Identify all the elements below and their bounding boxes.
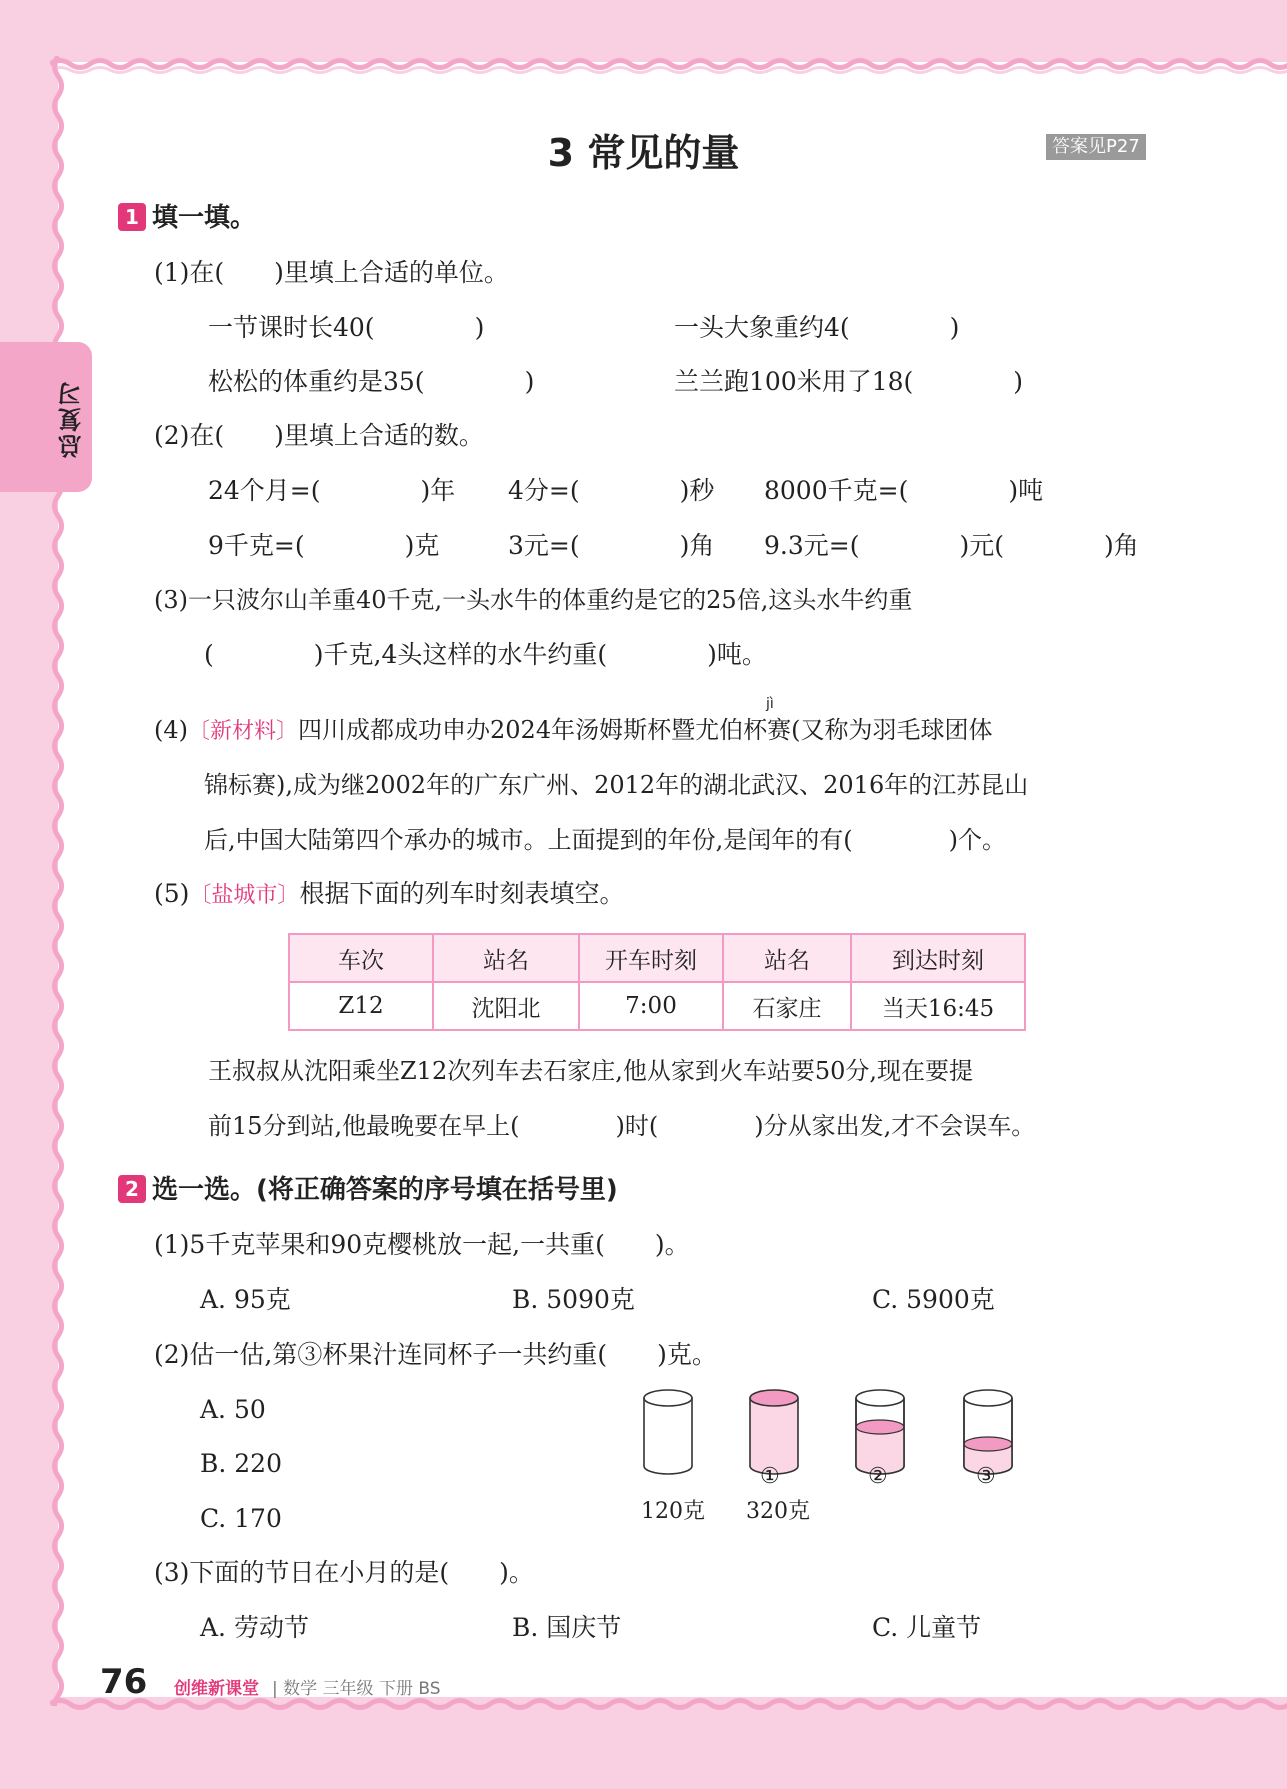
section-2-badge: 2 <box>118 1175 146 1203</box>
q1-5-question-line2: 前15分到站,他最晚要在早上( )时( )分从家出发,才不会误车。 <box>208 1112 1036 1140</box>
q2-3-option-b: B. 国庆节 <box>512 1613 622 1642</box>
page-number: 76 <box>100 1662 148 1702</box>
side-tab-label: 总复习 <box>58 380 86 458</box>
left-wave-border <box>44 56 72 1706</box>
table-header: 站名 <box>433 934 579 982</box>
top-wave-border <box>50 50 1287 78</box>
section-2-heading <box>118 1172 618 1208</box>
q1-1-label: (1)在( )里填上合适的单位。 <box>154 258 509 287</box>
q1-1-c: 松松的体重约是35( ) <box>208 367 535 396</box>
cup-2-label: ② <box>868 1464 888 1489</box>
table-cell: 沈阳北 <box>433 982 579 1030</box>
cups-illustration <box>630 1380 1030 1490</box>
cup-1-label: ① <box>760 1464 780 1489</box>
q1-4-line2: 锦标赛),成为继2002年的广东广州、2012年的湖北武汉、2016年的江苏昆山 <box>204 771 1029 799</box>
full-juice-cup <box>750 1390 798 1474</box>
table-header: 站名 <box>723 934 851 982</box>
section-2-title: 选一选。(将正确答案的序号填在括号里) <box>152 1175 618 1205</box>
q1-4-line3: 后,中国大陆第四个承办的城市。上面提到的年份,是闰年的有( )个。 <box>204 826 1006 854</box>
table-row <box>289 982 1025 1030</box>
table-header: 到达时刻 <box>851 934 1025 982</box>
q2-2-option-a: A. 50 <box>200 1395 266 1424</box>
empty-cup-weight: 120克 <box>641 1499 705 1524</box>
q1-3-line1: (3)一只波尔山羊重40千克,一头水牛的体重约是它的25倍,这头水牛约重 <box>154 586 913 614</box>
q2-2-label: (2)估一估,第③杯果汁连同杯子一共约重( )克。 <box>154 1340 717 1369</box>
q1-2-label: (2)在( )里填上合适的数。 <box>154 421 484 450</box>
full-cup-weight: 320克 <box>746 1499 810 1524</box>
q1-5-text: 根据下面的列车时刻表填空。 <box>299 879 625 908</box>
q1-1-b: 一头大象重约4( ) <box>674 313 960 342</box>
q1-4-text: 四川成都成功申办2024年汤姆斯杯暨尤伯杯赛(又称为羽毛球团体 <box>298 716 993 744</box>
q1-4-number: (4) <box>154 716 188 744</box>
table-cell: 当天16:45 <box>851 982 1025 1030</box>
q2-1-label: (1)5千克苹果和90克樱桃放一起,一共重( )。 <box>154 1230 690 1259</box>
table-header: 车次 <box>289 934 433 982</box>
q1-1-a: 一节课时长40( ) <box>208 313 485 342</box>
q2-3-label: (3)下面的节日在小月的是( )。 <box>154 1558 534 1587</box>
table-header: 开车时刻 <box>579 934 723 982</box>
q2-1-option-b: B. 5090克 <box>512 1285 635 1314</box>
q1-2-c: 8000千克=( )吨 <box>764 476 1044 505</box>
q1-5-tag: 〔盐城市〕 <box>189 883 300 908</box>
section-1-title: 填一填。 <box>152 203 257 233</box>
footer-brand: 创维新课堂 <box>174 1679 259 1699</box>
cup-3-label: ③ <box>976 1464 996 1489</box>
section-1-badge: 1 <box>118 203 146 231</box>
q2-1-option-c: C. 5900克 <box>872 1285 995 1314</box>
q1-2-a: 24个月=( )年 <box>208 476 456 505</box>
q1-2-d: 9千克=( )克 <box>208 531 440 560</box>
q2-1-option-a: A. 95克 <box>200 1285 291 1314</box>
q2-3-option-a: A. 劳动节 <box>200 1613 309 1642</box>
q1-4-tag: 〔新材料〕 <box>188 719 299 744</box>
q1-5-line <box>154 876 624 914</box>
q2-3-option-c: C. 儿童节 <box>872 1613 982 1642</box>
q2-2-option-c: C. 170 <box>200 1504 282 1533</box>
table-header-row <box>289 934 1025 982</box>
q1-2-b: 4分=( )秒 <box>508 476 715 505</box>
q1-2-f: 9.3元=( )元( )角 <box>764 531 1139 560</box>
q1-4-line1 <box>154 712 992 750</box>
section-1-heading <box>118 200 256 236</box>
q2-2-option-b: B. 220 <box>200 1449 282 1478</box>
q1-5-question-line1: 王叔叔从沈阳乘坐Z12次列车去石家庄,他从家到火车站要50分,现在要提 <box>208 1057 974 1085</box>
empty-cup <box>644 1390 692 1474</box>
table-cell: 石家庄 <box>723 982 851 1030</box>
train-timetable <box>288 933 1026 1031</box>
pinyin-annotation: jì <box>766 696 774 712</box>
footer-info: | 数学 三年级 下册 BS <box>272 1679 441 1699</box>
table-cell: Z12 <box>289 982 433 1030</box>
half-juice-cup <box>856 1390 904 1474</box>
quarter-juice-cup <box>964 1390 1012 1474</box>
q1-2-e: 3元=( )角 <box>508 531 715 560</box>
page-title: 3 常见的量 <box>547 131 740 175</box>
table-cell: 7:00 <box>579 982 723 1030</box>
q1-5-number: (5) <box>154 879 190 908</box>
answer-reference-badge: 答案见P27 <box>1046 134 1146 160</box>
q1-1-d: 兰兰跑100米用了18( ) <box>674 367 1024 396</box>
q1-3-line2: ( )千克,4头这样的水牛约重( )吨。 <box>204 640 767 669</box>
